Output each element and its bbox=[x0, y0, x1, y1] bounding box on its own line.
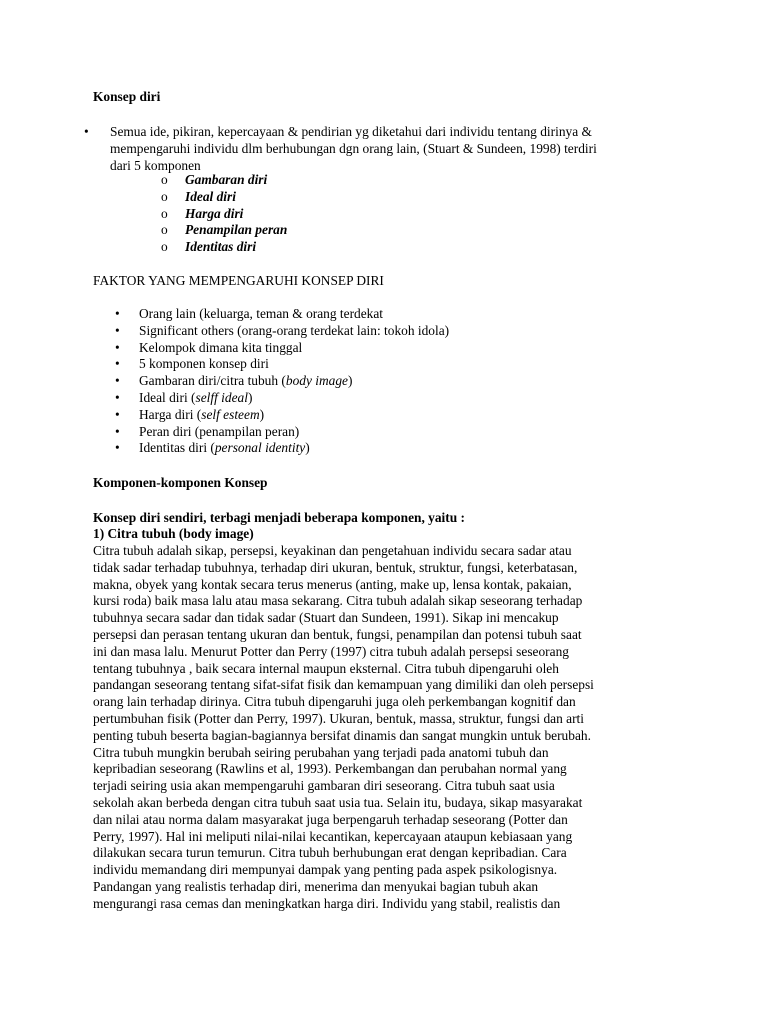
faktor-item-after: ) bbox=[347, 373, 353, 389]
sublist-marker: o bbox=[161, 188, 168, 204]
faktor-item-text: Identitas diri ( bbox=[139, 440, 215, 456]
section-subtitle: Konsep diri sendiri, terbagi menjadi beberapa komponen, yaitu : bbox=[93, 510, 465, 525]
paragraph-line: Citra tubuh mungkin berubah seiring perubahan yang terjadi pada anatomi tubuh dan bbox=[93, 744, 549, 760]
citra-tubuh-paragraph bbox=[93, 543, 693, 913]
sublist-item-text: Penampilan peran bbox=[185, 222, 288, 238]
faktor-item bbox=[93, 340, 693, 357]
bullet-marker: • bbox=[115, 373, 120, 389]
intro-line: Semua ide, pikiran, kepercayaan & pendirian yg diketahui dari individu tentang dirinya & bbox=[110, 124, 592, 139]
sublist-item bbox=[93, 189, 493, 206]
paragraph-line: dilakukan secara turun temurun. Citra tubuh berhubungan erat dengan kepribadian. Cara bbox=[93, 845, 567, 861]
paragraph-line: ini dan masa lalu. Menurut Potter dan Perry (1997) citra tubuh adalah persepsi seseorang bbox=[93, 643, 569, 659]
sublist-item bbox=[93, 172, 493, 189]
sublist-item-text: Gambaran diri bbox=[185, 172, 268, 187]
bullet-marker: • bbox=[115, 389, 120, 405]
sublist-item bbox=[93, 239, 493, 256]
paragraph-line: Citra tubuh adalah sikap, persepsi, keyakinan dan pengetahuan individu secara sadar atau bbox=[93, 543, 572, 558]
paragraph-line: dan nilai atau norma dalam masyarakat juga berpengaruh terhadap seseorang (Potter dan bbox=[93, 811, 568, 827]
faktor-item bbox=[93, 323, 693, 340]
faktor-item-text: Harga diri ( bbox=[139, 406, 202, 422]
paragraph-line: terjadi seiring usia akan mempengaruhi gambaran diri seseorang. Citra tubuh saat usia bbox=[93, 778, 555, 794]
faktor-item-text: Kelompok dimana kita tinggal bbox=[139, 339, 303, 355]
faktor-list bbox=[93, 306, 693, 457]
bullet-marker: • bbox=[115, 440, 120, 456]
faktor-title: FAKTOR YANG MEMPENGARUHI KONSEP DIRI bbox=[93, 273, 384, 288]
paragraph-line: kepribadian seseorang (Rawlins et al, 1993). Perkembangan dan perubahan normal yang bbox=[93, 761, 567, 777]
sublist-marker: o bbox=[161, 222, 168, 238]
faktor-item-after: ) bbox=[247, 389, 253, 405]
faktor-item-em: body image bbox=[285, 373, 348, 389]
paragraph-line: persepsi dan perasan tentang ukuran dan bentuk, fungsi, penampilan dan potensi tubuh saat bbox=[93, 626, 582, 642]
faktor-item bbox=[93, 356, 693, 373]
intro-line: mempengaruhi individu dlm berhubungan dgn orang lain, (Stuart & Sundeen, 1998) terdiri bbox=[110, 140, 597, 156]
bullet-marker: • bbox=[115, 406, 120, 422]
faktor-item bbox=[93, 390, 693, 407]
faktor-item bbox=[93, 407, 693, 424]
paragraph-line: pandangan seseorang tentang sifat-sifat fisik dan kemampuan yang dimiliki dan oleh persepsi bbox=[93, 677, 594, 693]
faktor-item-text: Significant others (orang-orang terdekat lain: tokoh idola) bbox=[139, 322, 450, 338]
paragraph-line: tubuhnya secara sadar dan tidak sadar (Stuart dan Sundeen, 1991). Sikap ini mencakup bbox=[93, 610, 559, 626]
paragraph-line: orang lain terhadap dirinya. Citra tubuh dipengaruhi juga oleh perkembangan kognitif dan bbox=[93, 694, 576, 710]
bullet-marker: • bbox=[115, 423, 120, 439]
intro-line: dari 5 komponen bbox=[110, 157, 201, 173]
sublist-marker: o bbox=[161, 172, 168, 187]
faktor-item-em: personal identity bbox=[214, 440, 306, 456]
sublist-item-text: Identitas diri bbox=[185, 239, 257, 255]
sublist-marker: o bbox=[161, 205, 168, 221]
paragraph-line: sekolah akan berbeda dengan citra tubuh saat usia tua. Selain itu, budaya, sikap masyarakat bbox=[93, 794, 583, 810]
paragraph-line: individu memandang diri mempunyai dampak yang penting pada aspek psikologisnya. bbox=[93, 862, 558, 878]
sublist-item-text: Ideal diri bbox=[185, 188, 236, 204]
faktor-item bbox=[93, 424, 693, 441]
bullet-marker: • bbox=[115, 322, 120, 338]
paragraph-line: kursi roda) baik masa lalu atau masa sekarang. Citra tubuh adalah sikap seseorang terhadap bbox=[93, 593, 583, 609]
sublist-item bbox=[93, 206, 493, 223]
faktor-item-text: 5 komponen konsep diri bbox=[139, 356, 269, 372]
paragraph-line: makna, obyek yang kontak secara terus menerus (anting, make up, lensa kontak, pakaian, bbox=[93, 576, 572, 592]
faktor-item-text: Gambaran diri/citra tubuh ( bbox=[139, 373, 286, 389]
faktor-item-em: self esteem bbox=[201, 406, 260, 422]
bullet-marker: • bbox=[115, 306, 120, 321]
intro-text bbox=[110, 124, 710, 174]
sublist-item-text: Harga diri bbox=[185, 205, 244, 221]
paragraph-line: tidak sadar terhadap tubuhnya, terhadap diri ukuran, bentuk, struktur, fungsi, keterbatasan, bbox=[93, 559, 578, 575]
paragraph-line: tentang tubuhnya , baik secara internal maupun eksternal. Citra tubuh dipengaruhi oleh bbox=[93, 660, 559, 676]
paragraph-line: Perry, 1997). Hal ini meliputi nilai-nilai kecantikan, kepercayaan ataupun kebiasaan yang bbox=[93, 828, 573, 844]
paragraph-line: penting tubuh beserta bagian-bagiannya bersifat dinamis dan sangat mungkin untuk berubah. bbox=[93, 727, 591, 743]
bullet-marker: • bbox=[84, 124, 89, 139]
faktor-item-em: selff ideal bbox=[195, 389, 248, 405]
paragraph-line: mengurangi rasa cemas dan meningkatkan harga diri. Individu yang stabil, realistis dan bbox=[93, 895, 561, 911]
paragraph-line: pertumbuhan fisik (Potter dan Perry, 1997). Ukuran, bentuk, massa, struktur, fungsi dan arti bbox=[93, 710, 584, 726]
bullet-marker: • bbox=[115, 339, 120, 355]
komponen-title: Komponen-komponen Konsep bbox=[93, 475, 268, 490]
faktor-item bbox=[93, 440, 693, 457]
faktor-item-text: Ideal diri ( bbox=[139, 389, 196, 405]
faktor-item-after: ) bbox=[305, 440, 310, 456]
sublist-marker: o bbox=[161, 239, 168, 255]
paragraph-line: Pandangan yang realistis terhadap diri, menerima dan menyukai bagian tubuh akan bbox=[93, 878, 539, 894]
faktor-item-after: ) bbox=[259, 406, 265, 422]
faktor-item bbox=[93, 373, 693, 390]
bullet-marker: • bbox=[115, 356, 120, 372]
heading-konsep-diri: Konsep diri bbox=[93, 89, 161, 104]
komponen-sublist bbox=[93, 172, 493, 256]
faktor-item-text: Peran diri (penampilan peran) bbox=[139, 423, 300, 439]
section-1-title: 1) Citra tubuh (body image) bbox=[93, 526, 254, 541]
faktor-item bbox=[93, 306, 693, 323]
faktor-item-text: Orang lain (keluarga, teman & orang terdekat bbox=[139, 306, 384, 321]
sublist-item bbox=[93, 222, 493, 239]
